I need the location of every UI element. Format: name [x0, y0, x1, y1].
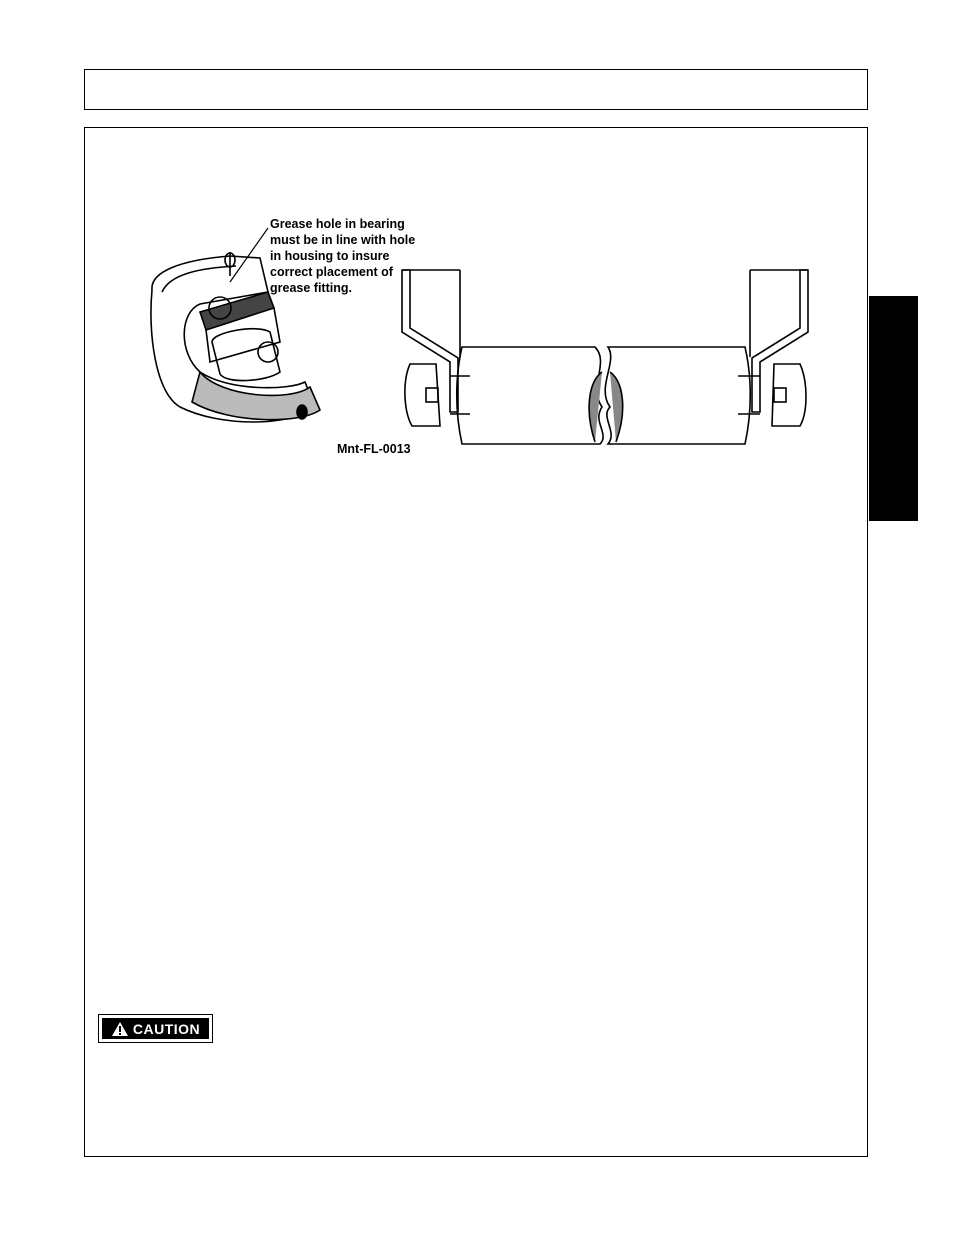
- right-bearing-housing: [772, 364, 806, 426]
- roller-right-segment: [605, 347, 750, 444]
- caution-text: CAUTION: [132, 1020, 201, 1037]
- callout-line-4: correct placement of: [270, 265, 393, 279]
- callout-line-1: Grease hole in bearing: [270, 217, 405, 231]
- bearing-illustration: [140, 212, 820, 462]
- callout-line-2: must be in line with hole: [270, 233, 416, 247]
- callout-line-5: grease fitting.: [270, 281, 352, 295]
- warning-triangle-icon: [111, 1021, 129, 1037]
- header-box: [84, 69, 868, 110]
- bearing-inner-race: [212, 329, 280, 381]
- grease-callout: [270, 216, 440, 296]
- left-bearing-housing: [405, 364, 440, 426]
- callout-leader: [230, 228, 268, 282]
- callout-line-3: in housing to insure: [270, 249, 390, 263]
- roller-left-segment: [457, 347, 603, 444]
- section-tab: [869, 296, 918, 521]
- caution-label: [98, 1014, 213, 1043]
- figure-code: Mnt-FL-0013: [337, 442, 411, 456]
- right-bracket: [752, 270, 808, 412]
